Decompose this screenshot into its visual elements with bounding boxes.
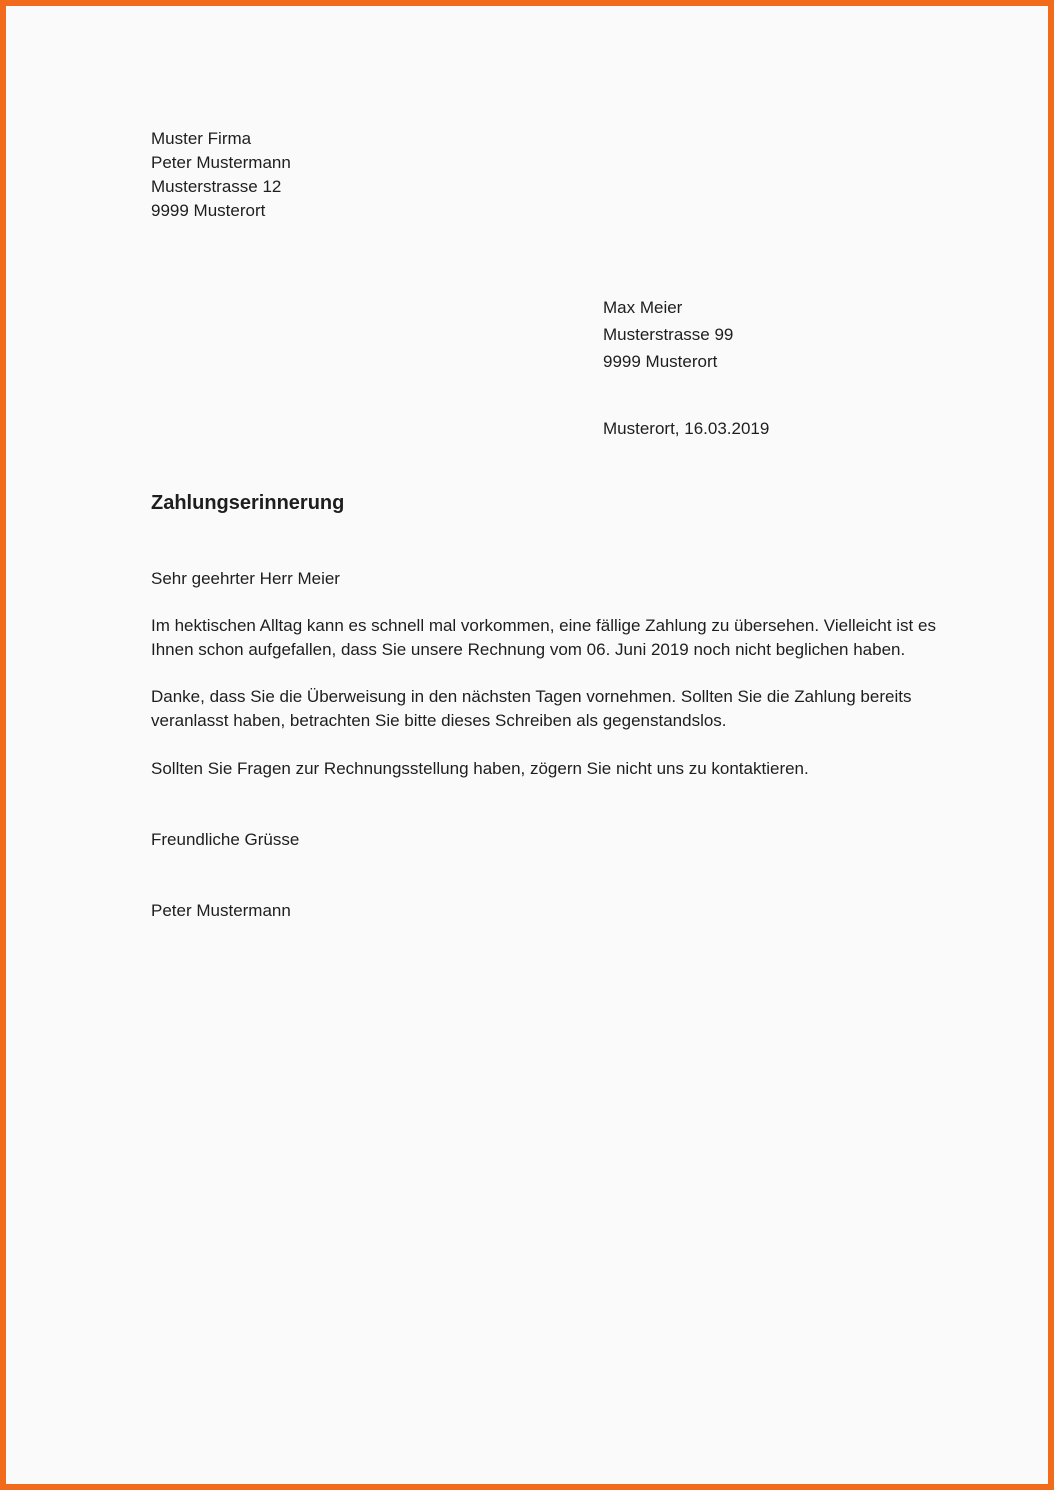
body-paragraph-1: Im hektischen Alltag kann es schnell mal vorkommen, eine fällige Zahlung zu übersehen. Vielleicht ist es Ihnen schon aufgefallen, dass Sie unsere Rechnung vom 06. Juni 2019 noch nicht beglichen haben. — [151, 616, 936, 659]
sender-city: 9999 Musterort — [151, 201, 266, 220]
sender-company: Muster Firma — [151, 129, 252, 148]
recipient-name: Max Meier — [603, 298, 683, 317]
sender-address — [151, 127, 291, 223]
body-paragraph-3: Sollten Sie Fragen zur Rechnungsstellung haben, zögern Sie nicht uns zu kontaktieren. — [151, 759, 809, 778]
closing-phrase: Freundliche Grüsse — [151, 830, 300, 849]
subject-heading: Zahlungserinnerung — [151, 492, 345, 514]
salutation: Sehr geehrter Herr Meier — [151, 569, 340, 588]
date-line: Musterort, 16.03.2019 — [603, 419, 770, 438]
signature-name: Peter Mustermann — [151, 901, 291, 920]
sender-street: Musterstrasse 12 — [151, 177, 282, 196]
recipient-city: 9999 Musterort — [603, 352, 718, 371]
sender-name: Peter Mustermann — [151, 153, 291, 172]
recipient-address — [603, 294, 733, 375]
recipient-street: Musterstrasse 99 — [603, 325, 734, 344]
body-paragraph-2: Danke, dass Sie die Überweisung in den nächsten Tagen vornehmen. Sollten Sie die Zahlung bereits veranlasst haben, betrachten Sie bitte dieses Schreiben als gegenstandslos. — [151, 687, 912, 730]
